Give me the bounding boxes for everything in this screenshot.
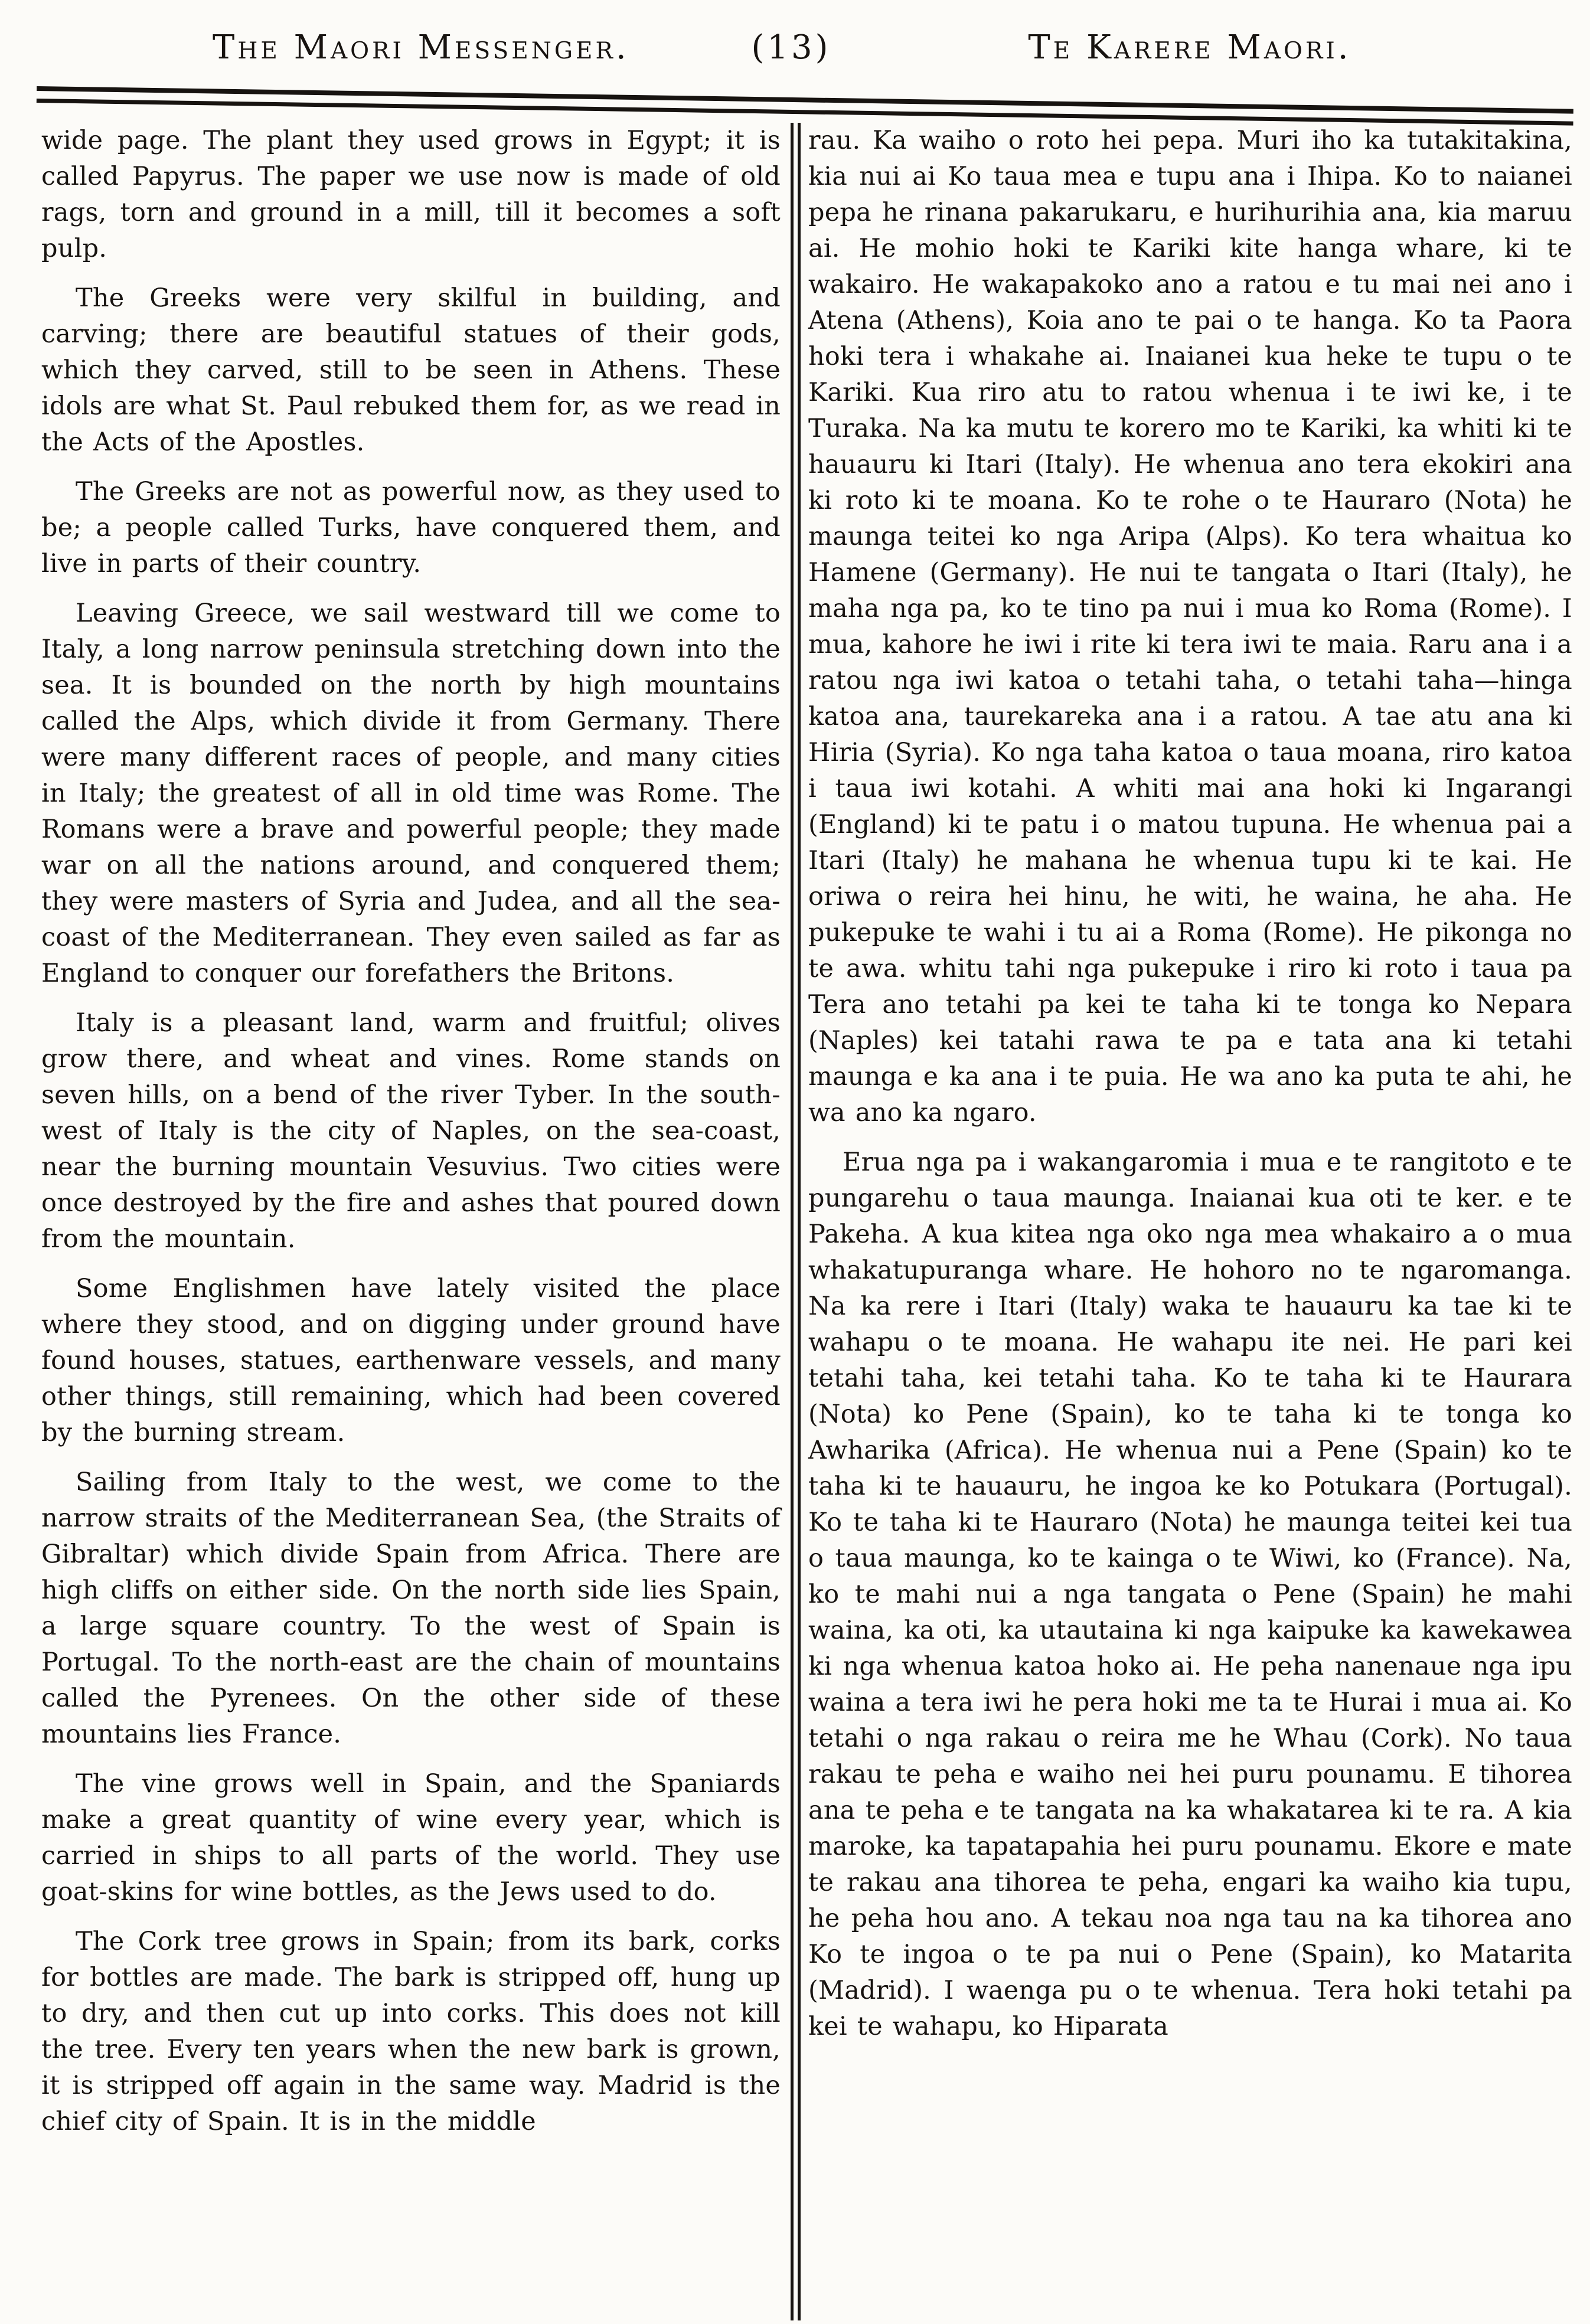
- rule-line-bottom: [37, 99, 1573, 126]
- column-divider-rule: [791, 123, 801, 2320]
- paragraph: The Greeks are not as powerful now, as they used to be; a people called Turks, have conquered them, and live in parts of their country.: [41, 477, 781, 578]
- english-column: [41, 123, 781, 2320]
- masthead-title-maori: Te Karere Maori.: [1028, 28, 1351, 67]
- paragraph: The Cork tree grows in Spain; from its bark, corks for bottles are made. The bark is stripped off, hung up to dry, and then cut up into corks. This does not kill the tree. Every ten years when the new bark is grown, it is stripped off again in the same way. Madrid is the chief city of Spain. It is in the middle: [41, 1927, 781, 2136]
- paragraph: Italy is a pleasant land, warm and fruitful; olives grow there, and wheat and vines. Rome stands on seven hills, on a bend of the river Tyber. In the south-west of Italy is the city of Naples, on the sea-coast, near the burning mountain Vesuvius. Two cities were once destroyed by the fire and ashes that poured down from the mountain.: [41, 1008, 781, 1254]
- masthead-page-number: (13): [751, 28, 831, 67]
- paragraph: Erua nga pa i wakangaromia i mua e te rangitoto e te pungarehu o taua maunga. Inaianai kua oti te ker. e te Pakeha. A kua kitea nga oko nga mea whakairo a o mua whakatupuranga whare. He hohoro no te ngaromanga. Na ka rere i Itari (Italy) waka te hauauru ka tae ki te wahapu o te moana. He wahapu ite nei. He pari kei tetahi taha, kei tetahi taha. Ko te taha ki te Haurara (Nota) ko Pene (Spain), ko te taha ki te tonga ko Awharika (Africa). He whenua nui a Pene (Spain) ko te taha ki te hauauru, he ingoa ke ko Potukara (Portugal). Ko te taha ki te Hauraro (Nota) he maunga teitei kei tua o taua maunga, ko te kainga o te Wiwi, ko (France). Na, ko te mahi nui a nga tangata o Pene (Spain) he mahi waina, ka oti, ka utautaina ki nga kaipuke ka kawekawea ki nga whenua katoa hoko ai. He peha nanenaue nga ipu waina a tera iwi he pera hoki me ta te Hurai i mua ai. Ko tetahi o nga rakau o reira me he Whau (Cork). No taua rakau te peha e waiho nei hei puru pounamu. E tihorea ana te peha e te tangata na ka whakatarea ki te ra. A kia maroke, ka tapatapahia hei puru pounamu. Ekore e mate te rakau ana tihorea te peha, engari ka waiho kia tupu, he peha hou ano. A tekau noa nga tau na ka tihorea ano Ko te ingoa o te pa nui o Pene (Spain), ko Matarita (Madrid). I waenga pu o te whenua. Tera hoki tetahi pa kei te wahapu, ko Hiparata: [808, 1148, 1572, 2041]
- masthead: [0, 0, 1590, 89]
- paragraph: Sailing from Italy to the west, we come to the narrow straits of the Mediterranean Sea, (the Straits of Gibraltar) which divide Spain from Africa. There are high cliffs on either side. On the north side lies Spain, a large square country. To the west of Spain is Portugal. To the north-east are the chain of mountains called the Pyrenees. On the other side of these mountains lies France.: [41, 1467, 781, 1749]
- masthead-double-rule: [37, 86, 1573, 126]
- page-body: [41, 123, 1572, 2320]
- maori-column: [808, 123, 1572, 2320]
- paragraph: Leaving Greece, we sail westward till we come to Italy, a long narrow peninsula stretching down into the sea. It is bounded on the north by high mountains called the Alps, which divide it from Germany. There were many different races of people, and many cities in Italy; the greatest of all in old time was Rome. The Romans were a brave and powerful people; they made war on all the nations around, and conquered them; they were masters of Syria and Judea, and all the sea-coast of the Mediterranean. They even sailed as far as England to conquer our forefathers the Britons.: [41, 599, 781, 988]
- paragraph: Some Englishmen have lately visited the place where they stood, and on digging under ground have found houses, statues, earthenware vessels, and many other things, still remaining, which had been covered by the burning stream.: [41, 1274, 781, 1447]
- masthead-title-english: The Maori Messenger.: [213, 28, 629, 67]
- paragraph: The vine grows well in Spain, and the Spaniards make a great quantity of wine every year, which is carried in ships to all parts of the world. They use goat-skins for wine bottles, as the Jews used to do.: [41, 1769, 781, 1907]
- paragraph: rau. Ka waiho o roto hei pepa. Muri iho ka tutakitakina, kia nui ai Ko taua mea e tupu ana i Ihipa. Ko to naianei pepa he rinana pakarukaru, e hurihurihia ana, kia maruu ai. He mohio hoki te Kariki kite hanga whare, ki te wakairo. He wakapakoko ano a ratou e tu mai nei ano i Atena (Athens), Koia ano te pai o te hanga. Ko ta Paora hoki tera i whakahe ai. Inaianei kua heke te tupu o te Kariki. Kua riro atu to ratou whenua i te iwi ke, i te Turaka. Na ka mutu te korero mo te Kariki, ka whiti ki te hauauru ki Itari (Italy). He whenua ano tera ekokiri ana ki roto ki te moana. Ko te rohe o te Hauraro (Nota) he maunga teitei ko nga Aripa (Alps). Ko tera whaitua ko Hamene (Germany). He nui te tangata o Itari (Italy), he maha nga pa, ko te tino pa nui i mua ko Roma (Rome). I mua, kahore he iwi i rite ki tera iwi te maia. Raru ana i a ratou nga iwi katoa o tetahi taha, o tetahi taha—hinga katoa ana, taurekareka ana i a ratou. A tae atu ana ki Hiria (Syria). Ko nga taha katoa o taua moana, riro katoa i taua iwi kotahi. A whiti mai ana hoki ki Ingarangi (England) ki te patu i o matou tupuna. He whenua pai a Itari (Italy) he mahana he whenua tupu ki te kai. He oriwa o reira hei hinu, he witi, he waina, he aha. He pukepuke te wahi i tu ai a Roma (Rome). He pikonga no te awa. whitu tahi nga pukepuke i riro ki roto i taua pa Tera ano tetahi pa kei te taha ki te tonga ko Nepara (Naples) kei tatahi rawa te pa e tata ana ki tetahi maunga e ka ana i te puia. He wa ano ka puta te ahi, he wa ano ka ngaro.: [808, 126, 1572, 1127]
- paragraph: wide page. The plant they used grows in Egypt; it is called Papyrus. The paper we use now is made of old rags, torn and ground in a mill, till it becomes a soft pulp.: [41, 126, 781, 263]
- paragraph: The Greeks were very skilful in building, and carving; there are beautiful statues of their gods, which they carved, still to be seen in Athens. These idols are what St. Paul rebuked them for, as we read in the Acts of the Apostles.: [41, 283, 781, 457]
